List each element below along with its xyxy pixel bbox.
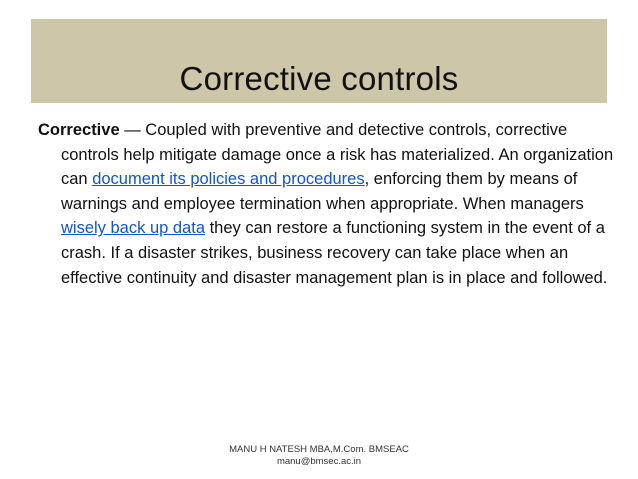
link-document-policies[interactable]: document its policies and procedures [92,170,365,189]
slide-title: Corrective controls [179,60,459,97]
body-text-part-3: they can restore a functioning system in the event of a crash. If a disaster strikes, business recovery can take place when an effective continuity and disaster management plan is in place and followed. [61,219,608,287]
body-text-part-2: , enforcing them by means of warnings and employee termination when appropriate. When managers [61,170,584,213]
title-band [31,19,607,103]
body-text-part-1: — Coupled with preventive and detective controls, corrective controls help mitigate damage once a risk has materialized. An organization can [61,121,614,189]
body-paragraph [38,118,616,290]
footer [190,444,448,468]
footer-author: MANU H NATESH MBA,M.Com. BMSEAC [229,444,409,455]
footer-email: manu@bmsec.ac.in [276,456,362,467]
link-back-up-data[interactable]: wisely back up data [61,219,205,238]
term-corrective: Corrective [38,121,120,139]
